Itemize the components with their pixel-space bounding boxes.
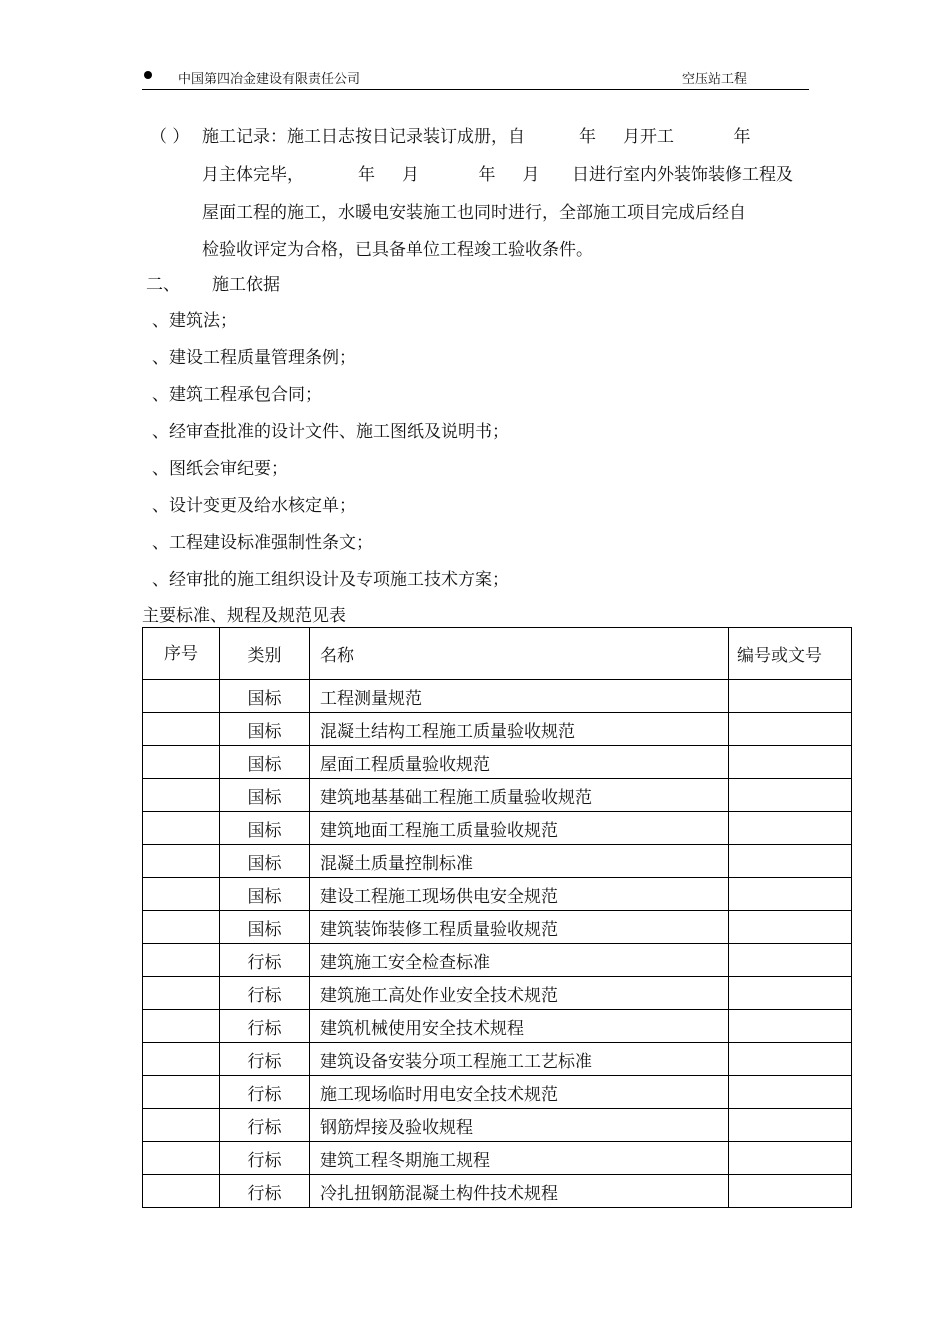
row-no-cell <box>143 812 220 845</box>
row-name-cell: 建筑地基基础工程施工质量验收规范 <box>310 779 729 812</box>
record-line-3: 屋面工程的施工，水暖电安装施工也同时进行，全部施工项目完成后经自 <box>202 203 746 223</box>
row-no-cell <box>143 911 220 944</box>
company-name: 中国第四冶金建设有限责任公司 <box>178 72 361 87</box>
record-prefix: （ ） <box>150 127 190 147</box>
row-category-cell: 行标 <box>220 944 310 977</box>
basis-item: 、建筑工程承包合同； <box>152 385 322 405</box>
table-caption: 主要标准、规程及规范见表 <box>142 606 346 626</box>
page-header <box>142 68 809 90</box>
row-name-cell: 工程测量规范 <box>310 680 729 713</box>
row-no-cell <box>143 1142 220 1175</box>
basis-item: 、建设工程质量管理条例； <box>152 348 356 368</box>
row-code-cell <box>729 1175 852 1208</box>
table-row <box>143 779 852 812</box>
table-row <box>143 1109 852 1142</box>
section-heading <box>146 270 280 295</box>
table-row <box>143 911 852 944</box>
row-no-cell <box>143 977 220 1010</box>
section-title: 施工依据 <box>212 275 280 295</box>
record-line-4: 检验收评定为合格，已具备单位工程竣工验收条件。 <box>202 240 593 260</box>
table-row <box>143 944 852 977</box>
row-category-cell: 国标 <box>220 845 310 878</box>
table-row <box>143 1142 852 1175</box>
table-row <box>143 1043 852 1076</box>
basis-item: 、经审查批准的设计文件、施工图纸及说明书； <box>152 422 509 442</box>
table-row <box>143 977 852 1010</box>
row-no-cell <box>143 878 220 911</box>
row-no-cell <box>143 779 220 812</box>
row-code-cell <box>729 1076 852 1109</box>
header-code: 编号或文号 <box>729 628 852 680</box>
row-name-cell: 冷扎扭钢筋混凝土构件技术规程 <box>310 1175 729 1208</box>
row-code-cell <box>729 779 852 812</box>
row-category-cell: 国标 <box>220 779 310 812</box>
table-row <box>143 1010 852 1043</box>
record-line-2: 月主体完毕， 年 月 年 月 日进行室内外装饰装修工程及 <box>202 165 793 185</box>
row-category-cell: 行标 <box>220 1175 310 1208</box>
row-no-cell <box>143 1043 220 1076</box>
header-category: 类别 <box>220 628 310 680</box>
row-no-cell <box>143 845 220 878</box>
record-line-1: 施工记录：施工日志按日记录装订成册，自 年 月开工 年 <box>202 127 751 147</box>
table-row <box>143 1076 852 1109</box>
basis-item: 、建筑法； <box>152 311 237 331</box>
row-category-cell: 国标 <box>220 911 310 944</box>
row-category-cell: 行标 <box>220 1076 310 1109</box>
basis-item: 、工程建设标准强制性条文； <box>152 533 373 553</box>
row-category-cell: 国标 <box>220 680 310 713</box>
table-row <box>143 680 852 713</box>
table-body <box>143 680 852 1208</box>
row-name-cell: 建筑设备安装分项工程施工工艺标准 <box>310 1043 729 1076</box>
row-category-cell: 行标 <box>220 1043 310 1076</box>
bullet-icon <box>144 71 152 79</box>
row-category-cell: 国标 <box>220 878 310 911</box>
row-name-cell: 钢筋焊接及验收规程 <box>310 1109 729 1142</box>
table-row <box>143 878 852 911</box>
table-row <box>143 1175 852 1208</box>
row-code-cell <box>729 911 852 944</box>
header-no: 序号 <box>143 628 220 680</box>
row-name-cell: 屋面工程质量验收规范 <box>310 746 729 779</box>
row-no-cell <box>143 713 220 746</box>
row-no-cell <box>143 1109 220 1142</box>
row-code-cell <box>729 812 852 845</box>
row-code-cell <box>729 1010 852 1043</box>
row-name-cell: 混凝土结构工程施工质量验收规范 <box>310 713 729 746</box>
row-category-cell: 国标 <box>220 713 310 746</box>
basis-item: 、经审批的施工组织设计及专项施工技术方案； <box>152 570 509 590</box>
row-category-cell: 行标 <box>220 977 310 1010</box>
standards-table <box>142 627 852 1208</box>
row-category-cell: 行标 <box>220 1010 310 1043</box>
row-no-cell <box>143 1010 220 1043</box>
row-name-cell: 建筑机械使用安全技术规程 <box>310 1010 729 1043</box>
row-code-cell <box>729 680 852 713</box>
row-name-cell: 建筑地面工程施工质量验收规范 <box>310 812 729 845</box>
row-name-cell: 建筑施工安全检查标准 <box>310 944 729 977</box>
row-code-cell <box>729 944 852 977</box>
project-name: 空压站工程 <box>682 72 748 87</box>
row-code-cell <box>729 977 852 1010</box>
table-row <box>143 713 852 746</box>
row-code-cell <box>729 713 852 746</box>
row-no-cell <box>143 746 220 779</box>
row-code-cell <box>729 845 852 878</box>
row-category-cell: 行标 <box>220 1109 310 1142</box>
row-no-cell <box>143 680 220 713</box>
row-code-cell <box>729 1043 852 1076</box>
header-name: 名称 <box>310 628 729 680</box>
table-row <box>143 746 852 779</box>
row-name-cell: 建设工程施工现场供电安全规范 <box>310 878 729 911</box>
row-no-cell <box>143 1175 220 1208</box>
row-name-cell: 建筑施工高处作业安全技术规范 <box>310 977 729 1010</box>
row-category-cell: 行标 <box>220 1142 310 1175</box>
table-row <box>143 845 852 878</box>
table-header-row <box>143 628 852 680</box>
row-code-cell <box>729 1109 852 1142</box>
row-name-cell: 混凝土质量控制标准 <box>310 845 729 878</box>
row-category-cell: 国标 <box>220 812 310 845</box>
row-name-cell: 施工现场临时用电安全技术规范 <box>310 1076 729 1109</box>
basis-item: 、图纸会审纪要； <box>152 459 288 479</box>
row-no-cell <box>143 1076 220 1109</box>
row-code-cell <box>729 1142 852 1175</box>
row-no-cell <box>143 944 220 977</box>
row-category-cell: 国标 <box>220 746 310 779</box>
row-code-cell <box>729 746 852 779</box>
row-code-cell <box>729 878 852 911</box>
section-number: 二、 <box>146 275 180 295</box>
row-name-cell: 建筑工程冬期施工规程 <box>310 1142 729 1175</box>
row-name-cell: 建筑装饰装修工程质量验收规范 <box>310 911 729 944</box>
basis-item: 、设计变更及给水核定单； <box>152 496 356 516</box>
table-row <box>143 812 852 845</box>
